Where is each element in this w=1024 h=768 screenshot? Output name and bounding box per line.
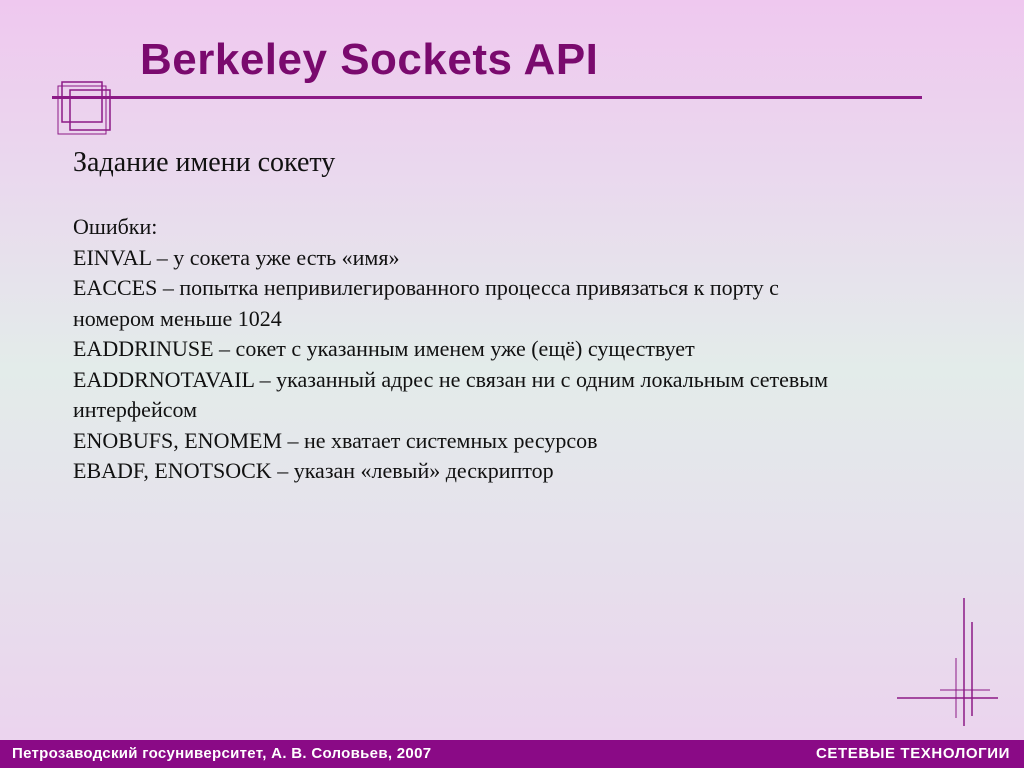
footer-bar [0, 740, 1024, 768]
error-line-eaddrnotavail-cont: интерфейсом [73, 397, 197, 422]
footer-course: СЕТЕВЫЕ ТЕХНОЛОГИИ [815, 745, 1010, 762]
error-line-eaddrnotavail: EADDRNOTAVAIL – указанный адрес не связан ни с одним локальным сетевым [73, 366, 829, 392]
slide-subtitle: Задание имени сокету [73, 147, 336, 178]
error-line-eacces: EACCES – попытка непривилегированного процесса привязаться к порту с [73, 275, 779, 300]
error-line-einval: EINVAL – у сокета уже есть «имя» [73, 244, 400, 270]
slide-title: Berkeley Sockets API [140, 35, 599, 84]
error-line-ebadf: EBADF, ENOTSOCK – указан «левый» дескриптор [73, 458, 554, 483]
error-line-eaddrinuse: EADDRINUSE – сокет с указанным именем уже (ещё) существует [73, 336, 695, 361]
errors-heading: Ошибки: [73, 214, 158, 239]
footer-author: Петрозаводский госуниверситет, А. В. Соловьев, 2007 [12, 745, 432, 762]
error-line-enobufs: ENOBUFS, ENOMEM – не хватает системных ресурсов [73, 427, 598, 453]
error-line-eacces-cont: номером меньше 1024 [73, 305, 282, 331]
